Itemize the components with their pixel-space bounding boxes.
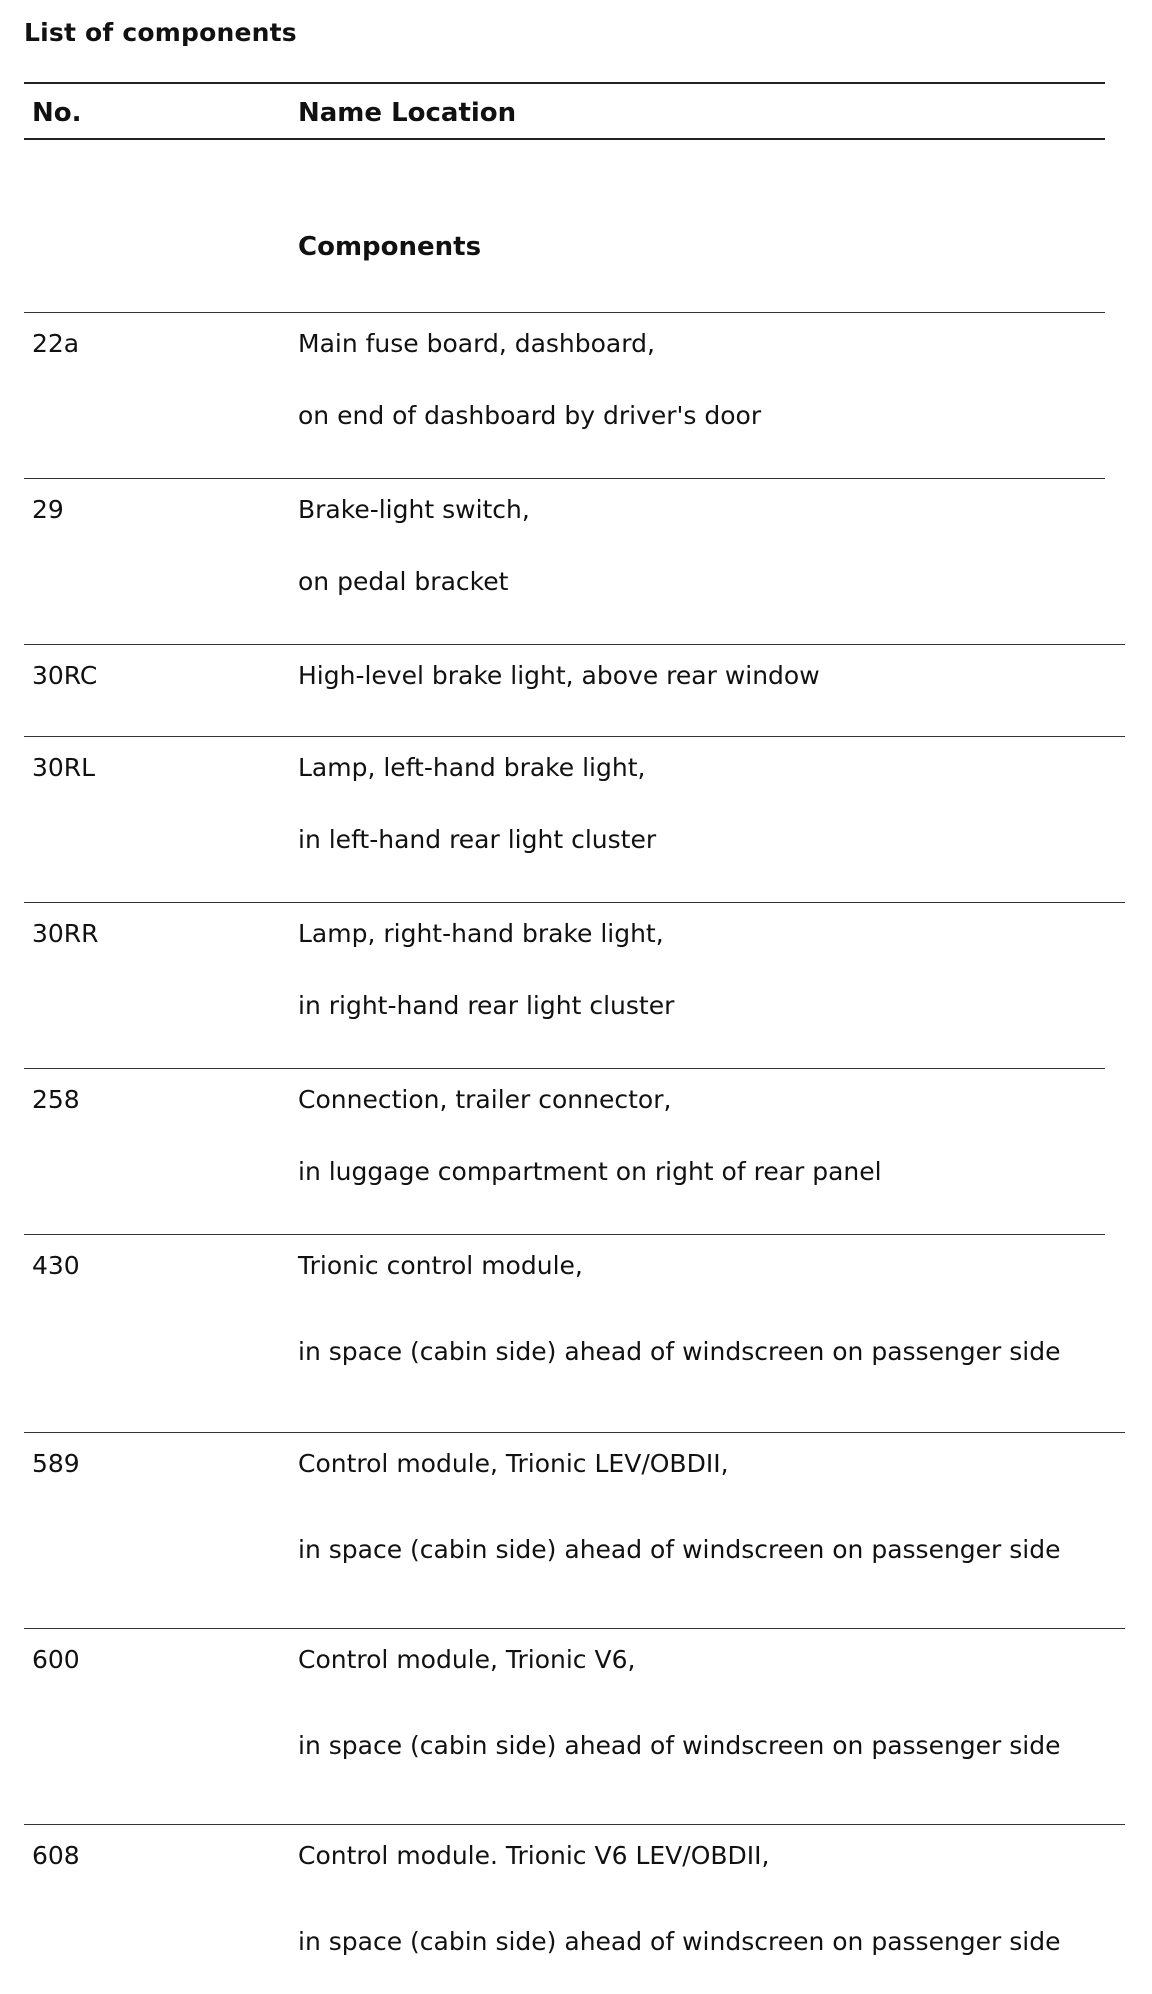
table-row xyxy=(24,312,1105,430)
component-name: Control module. Trionic V6 LEV/OBDII, xyxy=(298,1841,770,1870)
component-name: Control module, Trionic V6, xyxy=(298,1645,636,1674)
component-name: Brake-light switch, xyxy=(298,495,530,524)
component-number: 430 xyxy=(32,1251,80,1280)
component-name: Connection, trailer connector, xyxy=(298,1085,672,1114)
table-row xyxy=(24,1234,1105,1366)
component-number: 22a xyxy=(32,329,80,358)
component-location: in space (cabin side) ahead of windscreen on passenger side xyxy=(298,1927,1061,1956)
table-row xyxy=(24,1068,1105,1186)
component-number: 29 xyxy=(32,495,64,524)
table-header xyxy=(24,82,1105,140)
table-row xyxy=(24,902,1125,1020)
component-location: in luggage compartment on right of rear panel xyxy=(298,1157,882,1186)
table-row xyxy=(24,1824,1125,1956)
component-location: in left-hand rear light cluster xyxy=(298,825,657,854)
component-number: 30RC xyxy=(32,661,98,690)
table-row xyxy=(24,1432,1125,1564)
document-title: List of components xyxy=(24,18,297,47)
component-name: Trionic control module, xyxy=(298,1251,583,1280)
component-location: in space (cabin side) ahead of windscreen on passenger side xyxy=(298,1535,1061,1564)
component-location: in space (cabin side) ahead of windscreen on passenger side xyxy=(298,1337,1061,1366)
component-name: Lamp, right-hand brake light, xyxy=(298,919,664,948)
component-name: Lamp, left-hand brake light, xyxy=(298,753,646,782)
component-name: Control module, Trionic LEV/OBDII, xyxy=(298,1449,729,1478)
table-row xyxy=(24,644,1125,690)
header-no: No. xyxy=(32,98,82,128)
component-number: 258 xyxy=(32,1085,80,1114)
component-number: 589 xyxy=(32,1449,80,1478)
section-heading: Components xyxy=(298,232,482,262)
component-location: on pedal bracket xyxy=(298,567,509,596)
component-location: on end of dashboard by driver's door xyxy=(298,401,762,430)
component-number: 608 xyxy=(32,1841,80,1870)
table-row xyxy=(24,478,1105,596)
component-location: in space (cabin side) ahead of windscreen on passenger side xyxy=(298,1731,1061,1760)
component-location: in right-hand rear light cluster xyxy=(298,991,675,1020)
table-row xyxy=(24,1628,1125,1760)
table-row xyxy=(24,736,1125,854)
header-name-location: Name Location xyxy=(298,98,517,128)
component-number: 30RR xyxy=(32,919,99,948)
component-name: High-level brake light, above rear window xyxy=(298,661,820,690)
component-number: 600 xyxy=(32,1645,80,1674)
component-number: 30RL xyxy=(32,753,96,782)
component-name: Main fuse board, dashboard, xyxy=(298,329,655,358)
